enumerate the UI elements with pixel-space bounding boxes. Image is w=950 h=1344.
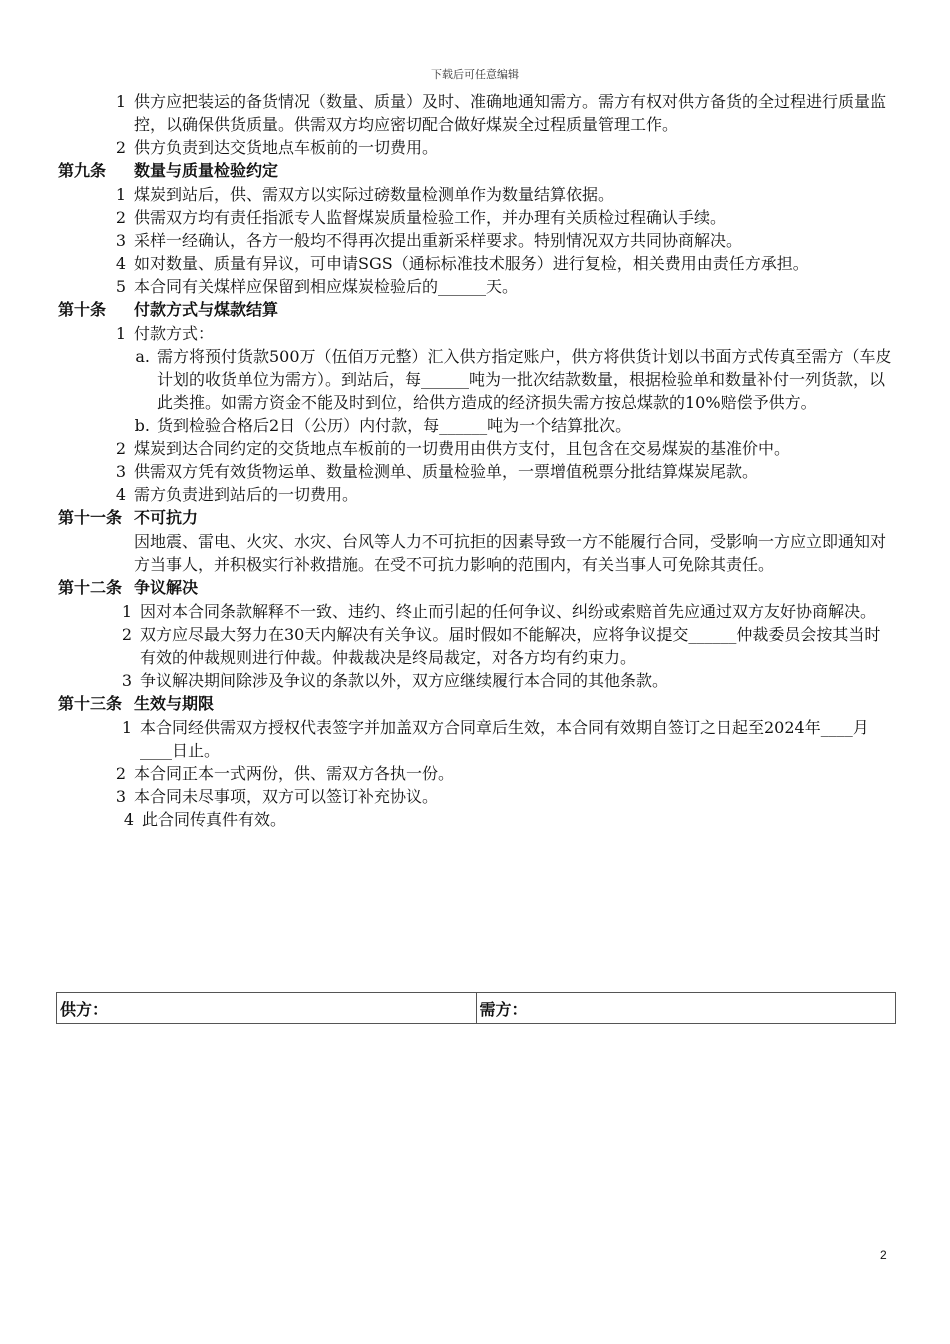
article-title: 付款方式与煤款结算 [134,300,279,319]
supplier-label: 供方： [60,1000,109,1019]
clause-item [58,669,896,692]
header-note: 下载后可任意编辑 [431,68,519,81]
clause-item [58,275,896,298]
clause-text: 如对数量、质量有异议，可申请SGS（通标标准技术服务）进行复检，相关费用由责任方承担。 [134,254,809,273]
clause-number: 3 [121,671,132,690]
article-title: 争议解决 [134,578,199,597]
clause-number: 4 [123,810,134,829]
clause-item [58,623,896,669]
page-number: 2 [880,1248,887,1262]
subclause-item [58,414,896,437]
clause-item [58,600,896,623]
subclause-letter: b. [134,416,150,435]
clause-number: 4 [115,254,126,273]
article-number: 第十二条 [58,578,123,597]
clause-item [58,762,896,785]
clause-text: 争议解决期间除涉及争议的条款以外，双方应继续履行本合同的其他条款。 [140,671,669,690]
article-heading [58,506,896,530]
clause-item [58,437,896,460]
clause-number: 5 [115,277,126,296]
buyer-signature-cell [476,993,896,1023]
clause-item [58,716,896,762]
clause-number: 2 [115,138,126,157]
clause-text: 需方负责进到站后的一切费用。 [134,485,359,504]
clause-text: 供需双方均有责任指派专人监督煤炭质量检验工作，并办理有关质检过程确认手续。 [134,208,727,227]
clause-number: 1 [115,324,126,343]
clause-number: 1 [115,92,126,111]
clause-paragraph: 因地震、雷电、火灾、水灾、台风等人力不可抗拒的因素导致一方不能履行合同，受影响一方应立即通知对方当事人，并积极实行补救措施。在受不可抗力影响的范围内，有关当事人可免除其责任。 [134,532,887,574]
article-heading [58,298,896,322]
clause-item [58,183,896,206]
contract-body [58,90,896,831]
article-title: 不可抗力 [134,508,199,527]
clause-number: 1 [115,185,126,204]
clause-number: 3 [115,462,126,481]
subclause-item [58,345,896,414]
clause-number: 1 [121,718,132,737]
clause-number: 2 [115,764,126,783]
clause-text: 煤炭到站后，供、需双方以实际过磅数量检测单作为数量结算依据。 [134,185,615,204]
clause-text: 供需双方凭有效货物运单、数量检测单、质量检验单，一票增值税票分批结算煤炭尾款。 [134,462,759,481]
clause-text: 本合同有关煤样应保留到相应煤炭检验后的______天。 [134,277,519,296]
clause-item [58,460,896,483]
clause-number: 3 [115,231,126,250]
buyer-label: 需方： [479,1000,528,1019]
article-number: 第十三条 [58,694,123,713]
subclause-text: 货到检验合格后2日（公历）内付款，每______吨为一个结算批次。 [157,416,632,435]
clause-number: 3 [115,787,126,806]
article-title: 数量与质量检验约定 [134,161,279,180]
clause-text: 采样一经确认，各方一般均不得再次提出重新采样要求。特别情况双方共同协商解决。 [134,231,743,250]
article-heading [58,576,896,600]
clause-item [58,90,896,136]
clause-text: 本合同经供需双方授权代表签字并加盖双方合同章后生效，本合同有效期自签订之日起至2024年____月____日止。 [140,718,869,760]
clause-item [58,206,896,229]
clause-text: 供方负责到达交货地点车板前的一切费用。 [134,138,439,157]
clause-item [58,785,896,808]
supplier-signature-cell [57,993,476,1023]
clause-item [58,322,896,345]
clause-item [58,229,896,252]
clause-item [58,252,896,275]
clause-item [58,483,896,506]
clause-text: 因对本合同条款解释不一致、违约、终止而引起的任何争议、纠纷或索赔首先应通过双方友好协商解决。 [140,602,877,621]
clause-text: 供方应把装运的备货情况（数量、质量）及时、准确地通知需方。需方有权对供方备货的全过程进行质量监控，以确保供货质量。供需双方均应密切配合做好煤炭全过程质量管理工作。 [134,92,887,134]
article-title: 生效与期限 [134,694,215,713]
clause-text: 本合同未尽事项，双方可以签订补充协议。 [134,787,439,806]
clause-text: 此合同传真件有效。 [142,810,287,829]
clause-number: 4 [115,485,126,504]
article-number: 第十条 [58,300,107,319]
clause-number: 2 [115,439,126,458]
clause-number: 2 [121,625,132,644]
clause-number: 2 [115,208,126,227]
article-heading [58,692,896,716]
subclause-letter: a. [135,347,150,366]
signature-table [56,992,896,1024]
clause-text: 付款方式： [134,324,215,343]
article-heading [58,159,896,183]
clause-text: 双方应尽最大努力在30天内解决有关争议。届时假如不能解决，应将争议提交______仲裁委员会按其当时有效的仲裁规则进行仲裁。仲裁裁决是终局裁定，对各方均有约束力。 [140,625,881,667]
subclause-text: 需方将预付货款500万（伍佰万元整）汇入供方指定账户，供方将供货计划以书面方式传真至需方（车皮计划的收货单位为需方）。到站后，每______吨为一批次结款数量，根据检验单和数量补付一列货款，以此类推。如需方资金不能及时到位，给供方造成的经济损失需方按总煤款的10%赔偿予供方。 [157,347,892,412]
clause-text: 煤炭到达合同约定的交货地点车板前的一切费用由供方支付，且包含在交易煤炭的基准价中。 [134,439,791,458]
clause-number: 1 [121,602,132,621]
article-number: 第九条 [58,161,107,180]
clause-item [58,136,896,159]
article-number: 第十一条 [58,508,123,527]
clause-item [58,808,896,831]
clause-text: 本合同正本一式两份，供、需双方各执一份。 [134,764,455,783]
